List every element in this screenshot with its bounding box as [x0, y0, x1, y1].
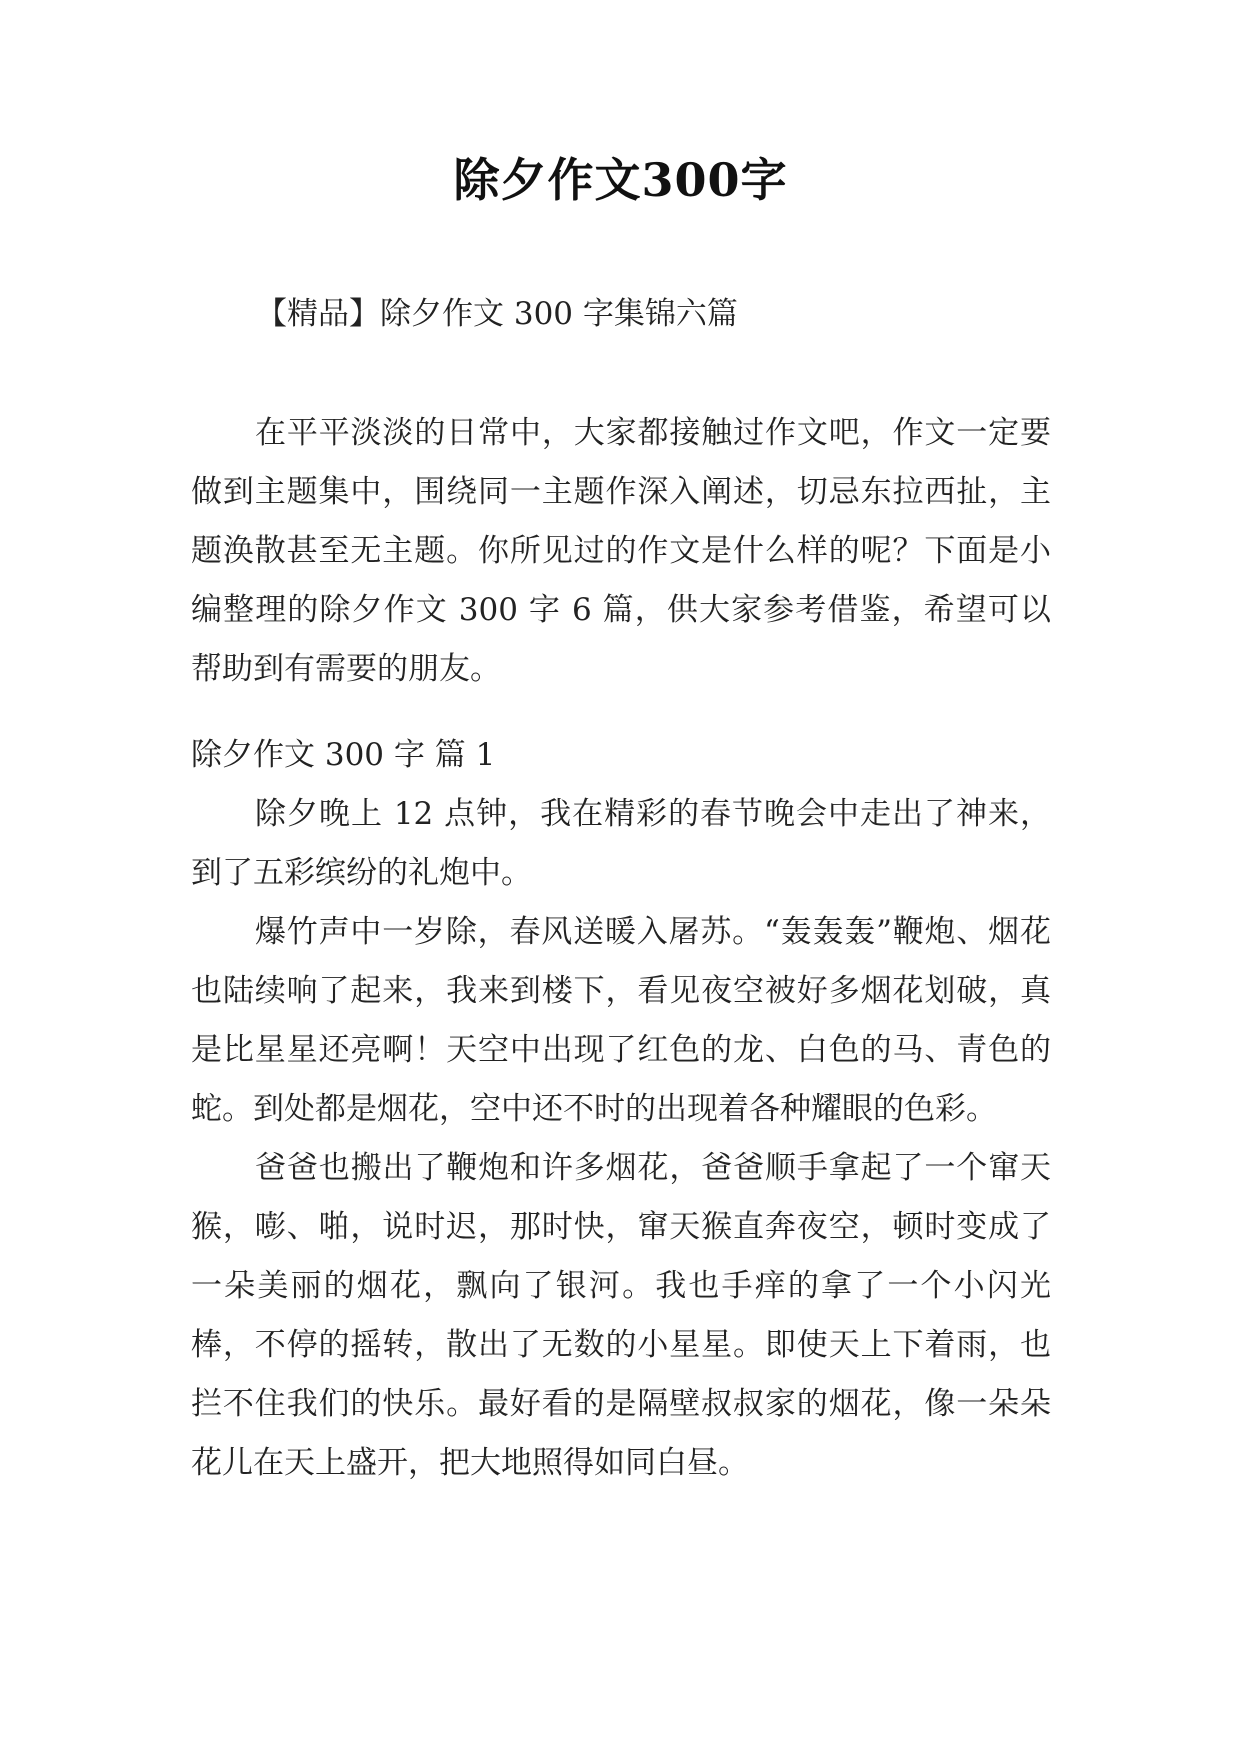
essay-paragraph-1: 除夕晚上 12 点钟，我在精彩的春节晚会中走出了神来，到了五彩缤纷的礼炮中。 [191, 796, 1051, 891]
intro-paragraph: 在平平淡淡的日常中，大家都接触过作文吧，作文一定要做到主题集中，围绕同一主题作深入阐述，切忌东拉西扯，主题涣散甚至无主题。你所见过的作文是什么样的呢？下面是小编整理的除夕作文 300 字 6 篇，供大家参考借鉴，希望可以帮助到有需要的朋友。 [191, 415, 1051, 687]
intro-block [191, 404, 1051, 699]
document-title: 除夕作文300字 [453, 153, 788, 207]
document-subtitle: 【精品】除夕作文 300 字集锦六篇 [256, 296, 738, 332]
section-heading: 除夕作文 300 字 篇 1 [191, 737, 496, 773]
essay-paragraph-3: 爸爸也搬出了鞭炮和许多烟花，爸爸顺手拿起了一个窜天猴，嘭、啪，说时迟，那时快，窜天猴直奔夜空，顿时变成了一朵美丽的烟花，飘向了银河。我也手痒的拿了一个小闪光棒，不停的摇转，散出了无数的小星星。即使天上下着雨，也拦不住我们的快乐。最好看的是隔壁叔叔家的烟花，像一朵朵花儿在天上盛开，把大地照得如同白昼。 [191, 1150, 1051, 1481]
essay-section-1 [191, 726, 1051, 1493]
essay-paragraph-2: 爆竹声中一岁除，春风送暖入屠苏。“轰轰轰”鞭炮、烟花也陆续响了起来，我来到楼下，看见夜空被好多烟花划破，真是比星星还亮啊！天空中出现了红色的龙、白色的马、青色的蛇。到处都是烟花，空中还不时的出现着各种耀眼的色彩。 [191, 914, 1051, 1127]
